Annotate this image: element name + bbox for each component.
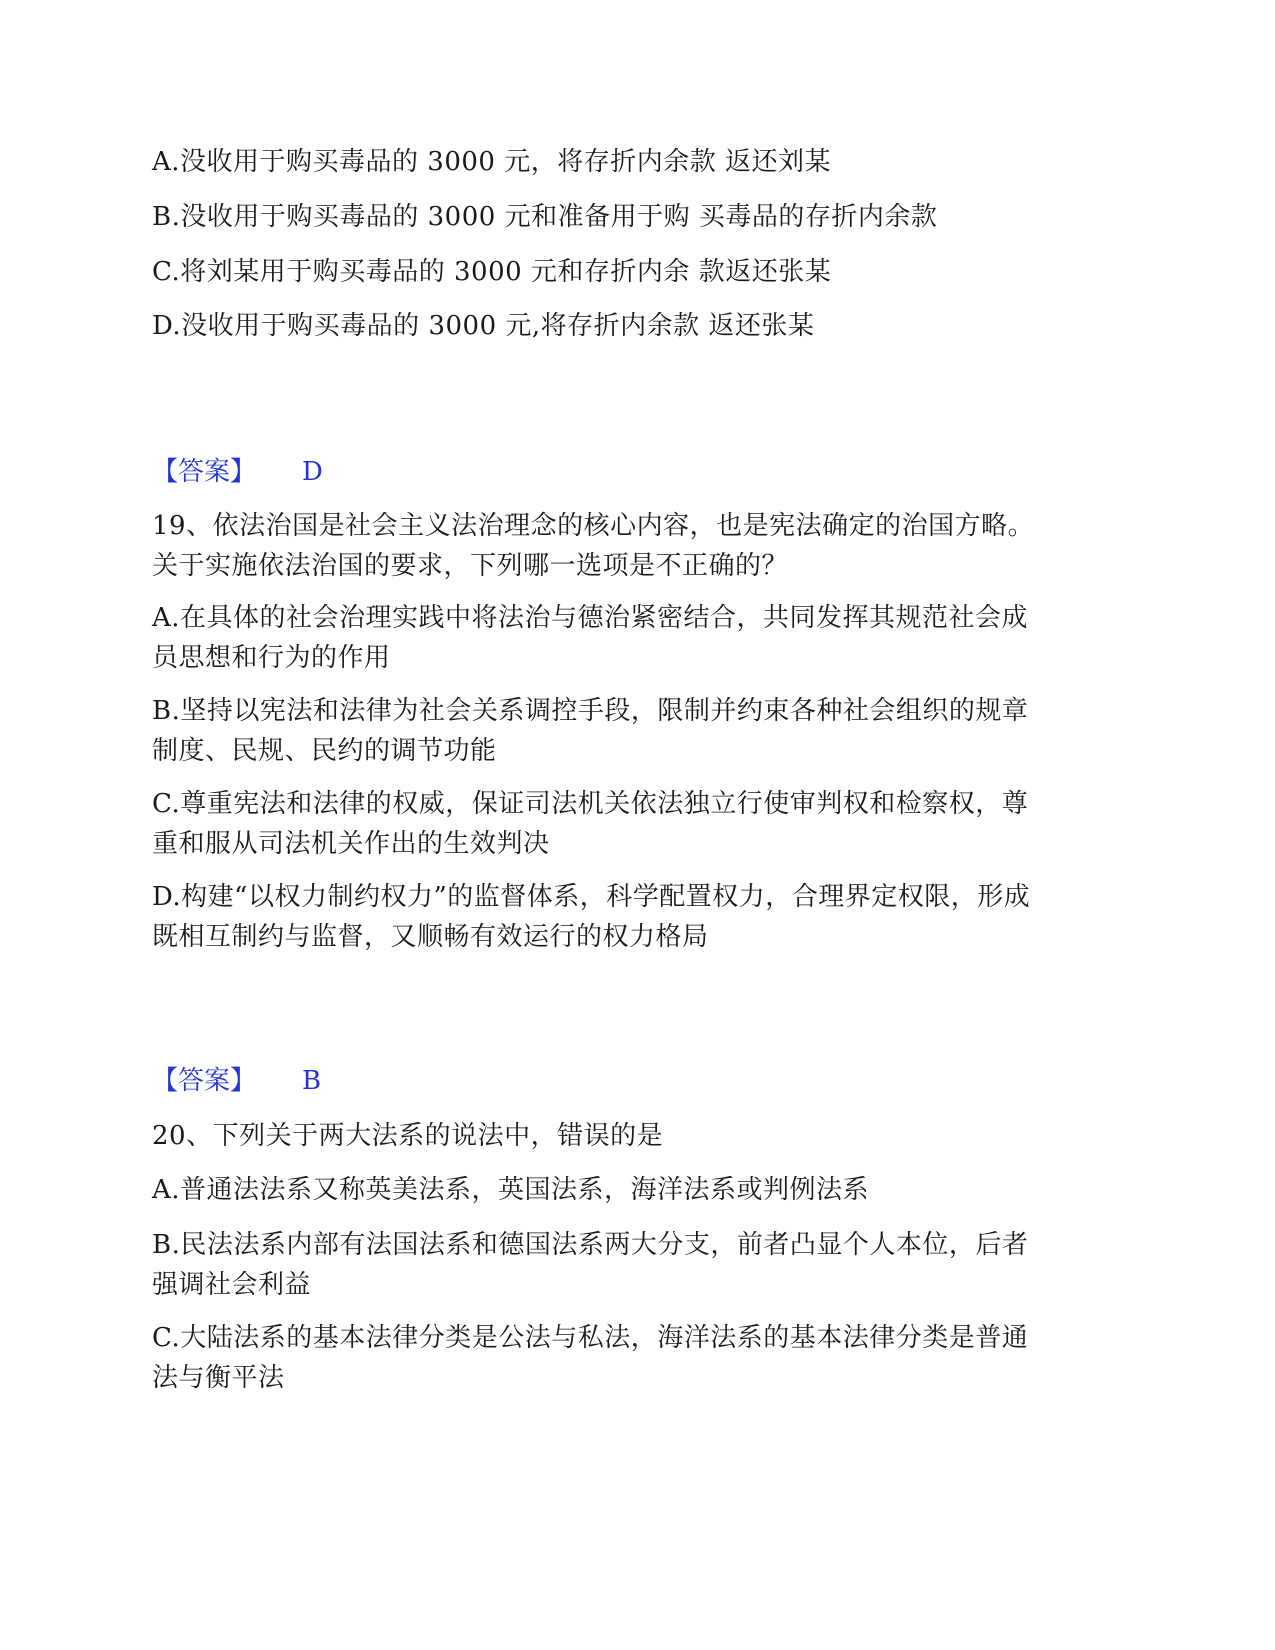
q19-option-b-line: B.坚持以宪法和法律为社会关系调控手段，限制并约束各种社会组织的规章 [152,696,1029,726]
q20-option-b-line: 强调社会利益 [152,1270,312,1300]
q18-option-b: B.没收用于购买毒品的 3000 元和准备用于购 买毒品的存折内余款 [152,202,938,232]
q19-stem-line: 19、依法治国是社会主义法治理念的核心内容，也是宪法确定的治国方略。 [152,511,1035,541]
q19-stem [152,506,1112,586]
q20-option-c [152,1318,1112,1398]
q20-option-c-line: 法与衡平法 [152,1363,285,1393]
q20-option-a-line: A.普通法法系又称英美法系，英国法系，海洋法系或判例法系 [152,1175,870,1205]
q19-option-a [152,598,1112,678]
q19-option-d [152,877,1112,957]
q20-stem: 20、下列关于两大法系的说法中，错误的是 [152,1121,664,1151]
q19-option-c [152,784,1112,864]
answer-label: 【答案】 [152,457,257,487]
q19-option-d-line: 既相互制约与监督，又顺畅有效运行的权力格局 [152,922,709,952]
q20-option-a [152,1170,1112,1210]
q18-answer [152,452,323,492]
q19-option-a-line: 员思想和行为的作用 [152,643,391,673]
q19-stem-line: 关于实施依法治国的要求，下列哪一选项是不正确的？ [152,551,789,581]
q18-option-a: A.没收用于购买毒品的 3000 元，将存折内余款 返还刘某 [152,147,832,177]
answer-value: B [302,1066,322,1096]
q19-option-c-line: 重和服从司法机关作出的生效判决 [152,829,550,859]
q19-option-b [152,691,1112,771]
q18-option-c: C.将刘某用于购买毒品的 3000 元和存折内余 款返还张某 [152,257,832,287]
q19-option-d-line: D.构建“以权力制约权力”的监督体系，科学配置权力，合理界定权限，形成 [152,882,1031,912]
q19-option-b-line: 制度、民规、民约的调节功能 [152,736,497,766]
q20-option-b [152,1225,1112,1305]
q20-option-b-line: B.民法法系内部有法国法系和德国法系两大分支，前者凸显个人本位，后者 [152,1230,1029,1260]
answer-label: 【答案】 [152,1066,257,1096]
q20-option-c-line: C.大陆法系的基本法律分类是公法与私法，海洋法系的基本法律分类是普通 [152,1323,1029,1353]
answer-value: D [302,457,323,487]
q19-option-c-line: C.尊重宪法和法律的权威，保证司法机关依法独立行使审判权和检察权，尊 [152,789,1029,819]
q18-option-d: D.没收用于购买毒品的 3000 元,将存折内余款 返还张某 [152,311,815,341]
q19-answer [152,1061,321,1101]
q19-option-a-line: A.在具体的社会治理实践中将法治与德治紧密结合，共同发挥其规范社会成 [152,603,1029,633]
